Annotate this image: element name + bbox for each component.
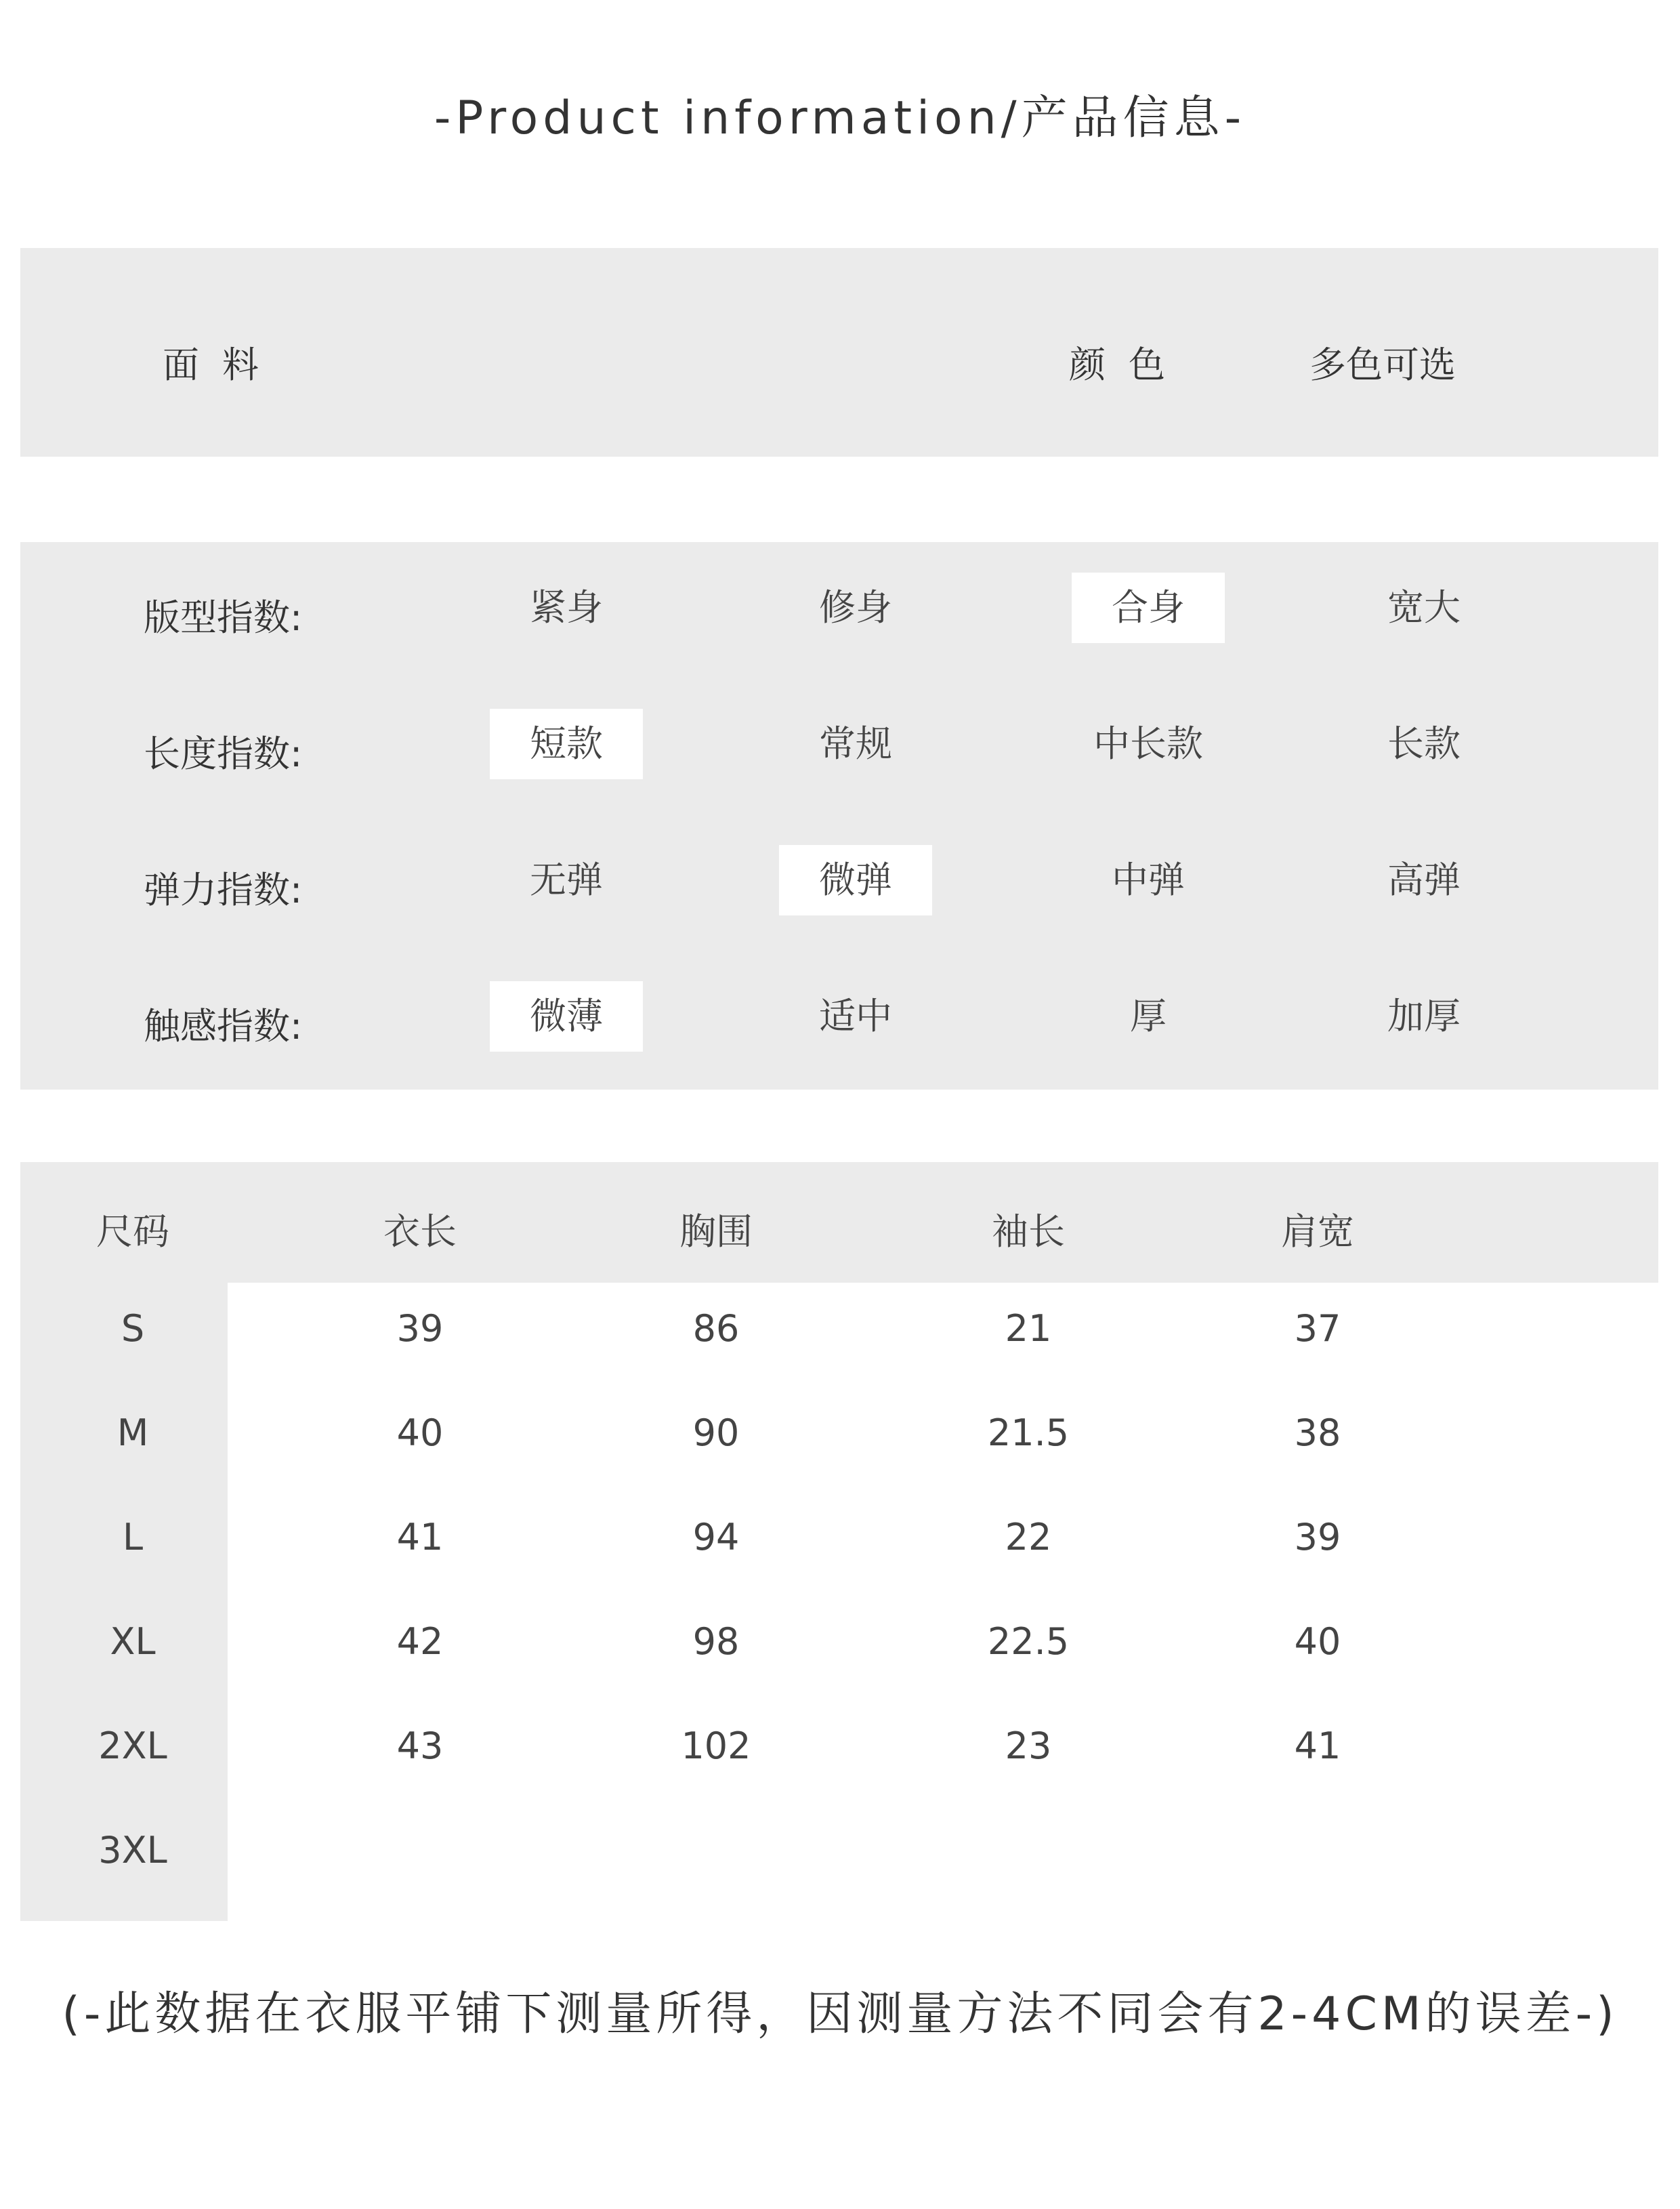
- table-cell: 102: [681, 1725, 751, 1767]
- index-option: 中长款: [1093, 722, 1203, 765]
- size-label: 3XL: [98, 1829, 167, 1872]
- index-option-selected: 短款: [490, 709, 643, 779]
- table-cell: 94: [692, 1516, 740, 1558]
- size-table: [20, 1162, 1658, 1921]
- index-row-stretch: [20, 845, 1658, 920]
- measurement-note: (-此数据在衣服平铺下测量所得，因测量方法不同会有2-4CM的误差-): [62, 1987, 1618, 2041]
- index-option: 高弹: [1387, 859, 1461, 901]
- size-label: L: [122, 1516, 144, 1558]
- index-option: 常规: [819, 722, 892, 765]
- color-label: 颜色: [1069, 344, 1188, 386]
- size-table-side-bg: [20, 1283, 228, 1921]
- size-label: 2XL: [98, 1725, 167, 1767]
- table-cell: 43: [396, 1725, 444, 1767]
- index-option: 中弹: [1112, 859, 1185, 901]
- table-cell: 21.5: [987, 1411, 1070, 1454]
- table-cell: 40: [396, 1411, 444, 1454]
- index-option-selected: 微薄: [490, 981, 643, 1052]
- page-title: -Product information/产品信息-: [434, 91, 1246, 145]
- fabric-label: 面料: [163, 344, 282, 386]
- table-cell: 41: [1294, 1725, 1341, 1767]
- index-label: 长度指数:: [144, 732, 303, 775]
- header-length: 衣长: [383, 1210, 457, 1253]
- table-cell: 22: [1005, 1516, 1052, 1558]
- index-label: 触感指数:: [144, 1005, 303, 1048]
- index-option-selected: 微弹: [779, 845, 932, 915]
- index-label: 版型指数:: [144, 596, 303, 639]
- index-row-length: [20, 709, 1658, 783]
- table-cell: 42: [396, 1620, 444, 1663]
- fit-index-panel: [20, 542, 1658, 1090]
- table-cell: 86: [692, 1307, 740, 1350]
- index-option: 紧身: [530, 586, 603, 629]
- size-label: M: [117, 1411, 149, 1454]
- index-label: 弹力指数:: [144, 869, 303, 911]
- index-option: 厚: [1130, 995, 1167, 1037]
- table-cell: 22.5: [987, 1620, 1070, 1663]
- index-option: 无弹: [530, 859, 603, 901]
- index-option: 加厚: [1387, 995, 1461, 1037]
- table-cell: 98: [692, 1620, 740, 1663]
- index-option: 宽大: [1387, 586, 1461, 629]
- table-cell: 37: [1294, 1307, 1341, 1350]
- table-cell: 41: [396, 1516, 444, 1558]
- table-cell: 39: [1294, 1516, 1341, 1558]
- table-cell: 23: [1005, 1725, 1052, 1767]
- header-shoulder: 肩宽: [1281, 1210, 1354, 1253]
- index-option: 长款: [1387, 722, 1461, 765]
- header-chest: 胸围: [679, 1210, 753, 1253]
- basic-info-panel: [20, 248, 1658, 457]
- size-label: S: [121, 1307, 145, 1350]
- color-value: 多色可选: [1309, 344, 1456, 386]
- size-label: XL: [110, 1620, 156, 1663]
- header-sleeve: 袖长: [992, 1210, 1065, 1253]
- index-option: 修身: [819, 586, 892, 629]
- header-size: 尺码: [96, 1210, 169, 1253]
- index-option-selected: 合身: [1072, 573, 1225, 643]
- table-cell: 40: [1294, 1620, 1341, 1663]
- table-cell: 38: [1294, 1411, 1341, 1454]
- table-cell: 39: [396, 1307, 444, 1350]
- table-cell: 90: [692, 1411, 740, 1454]
- index-row-fit: [20, 573, 1658, 647]
- table-cell: 21: [1005, 1307, 1052, 1350]
- index-option: 适中: [819, 995, 892, 1037]
- index-row-feel: [20, 981, 1658, 1056]
